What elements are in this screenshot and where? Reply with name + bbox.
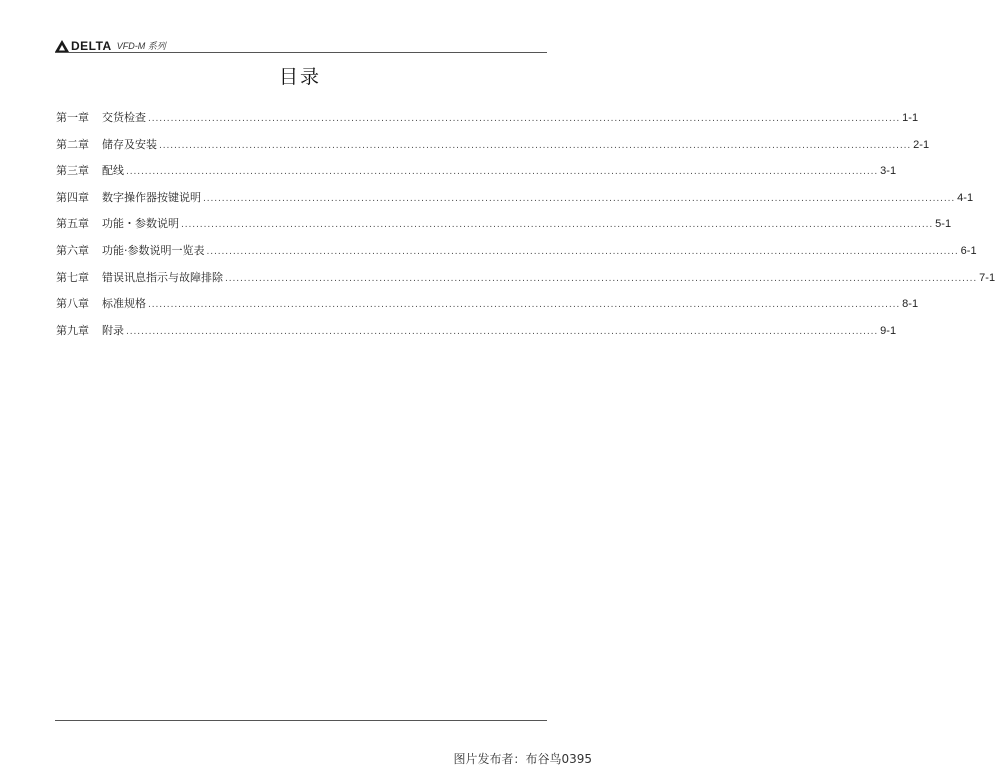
toc-dot-leader: ........................................................................................................................................................................................................ <box>181 220 934 231</box>
delta-triangle-icon <box>55 40 69 52</box>
toc-dot-leader: ........................................................................................................................................................................................................ <box>148 300 901 311</box>
toc-chapter-title: 交货检查 <box>102 111 146 124</box>
toc-dot-leader: ........................................................................................................................................................................................................ <box>148 114 901 124</box>
toc-chapter-number: 第七章 <box>56 270 89 284</box>
toc-page-number: 2-1 <box>913 138 930 151</box>
toc-entry[interactable] <box>56 136 930 163</box>
toc-entry[interactable] <box>56 162 897 189</box>
toc-chapter-number: 第一章 <box>56 111 89 124</box>
series-label: VFD-M 系列 <box>116 41 166 51</box>
page-header <box>55 34 547 52</box>
toc-page-number: 8-1 <box>902 298 919 311</box>
toc-dot-leader: ........................................................................................................................................................................................................ <box>206 246 959 257</box>
toc-entry[interactable] <box>56 242 977 269</box>
toc-entry[interactable] <box>56 109 919 136</box>
toc-entry[interactable] <box>56 322 897 349</box>
toc-chapter-title: 标准规格 <box>102 297 146 311</box>
toc-chapter-number: 第三章 <box>56 164 89 178</box>
toc-chapter-title: 功能·参数说明一览表 <box>102 243 205 257</box>
toc-dot-leader: ........................................................................................................................................................................................................ <box>203 193 956 204</box>
toc-chapter-number: 第六章 <box>56 243 89 257</box>
brand-name: DELTA <box>71 39 112 53</box>
toc-page-number: 3-1 <box>880 165 897 178</box>
table-of-contents <box>56 109 995 348</box>
toc-entry[interactable] <box>56 215 952 242</box>
page-title: 目录 <box>278 66 321 88</box>
toc-page-number: 4-1 <box>957 191 974 204</box>
toc-dot-leader: ........................................................................................................................................................................................................ <box>159 140 912 151</box>
toc-dot-leader: ........................................................................................................................................................................................................ <box>126 167 879 178</box>
toc-page-number: 1-1 <box>902 112 919 124</box>
toc-chapter-title: 错误讯息指示与故障排除 <box>102 270 223 284</box>
toc-page-number: 6-1 <box>960 244 977 257</box>
toc-dot-leader: ........................................................................................................................................................................................................ <box>225 273 978 284</box>
footer-divider <box>55 720 547 721</box>
watermark-text: 图片发布者：布谷鸟0395 <box>453 752 592 766</box>
toc-chapter-number: 第八章 <box>56 297 89 311</box>
toc-chapter-title: 配线 <box>102 164 124 178</box>
toc-entry[interactable] <box>56 189 974 216</box>
toc-chapter-title: 附录 <box>102 323 124 337</box>
toc-page-number: 5-1 <box>935 218 952 231</box>
toc-page-number: 9-1 <box>880 324 897 337</box>
toc-chapter-number: 第九章 <box>56 323 89 337</box>
toc-entry[interactable] <box>56 295 919 322</box>
toc-entry[interactable] <box>56 269 995 296</box>
toc-page-number: 7-1 <box>979 271 995 284</box>
toc-chapter-number: 第五章 <box>56 217 89 231</box>
header-divider <box>55 52 547 53</box>
toc-chapter-title: 数字操作器按键说明 <box>102 190 201 204</box>
toc-chapter-title: 储存及安装 <box>102 137 157 151</box>
toc-chapter-title: 功能・参数说明 <box>102 217 179 231</box>
toc-dot-leader: ........................................................................................................................................................................................................ <box>126 326 879 337</box>
toc-chapter-number: 第二章 <box>56 137 89 151</box>
delta-logo <box>55 34 112 52</box>
toc-chapter-number: 第四章 <box>56 190 89 204</box>
